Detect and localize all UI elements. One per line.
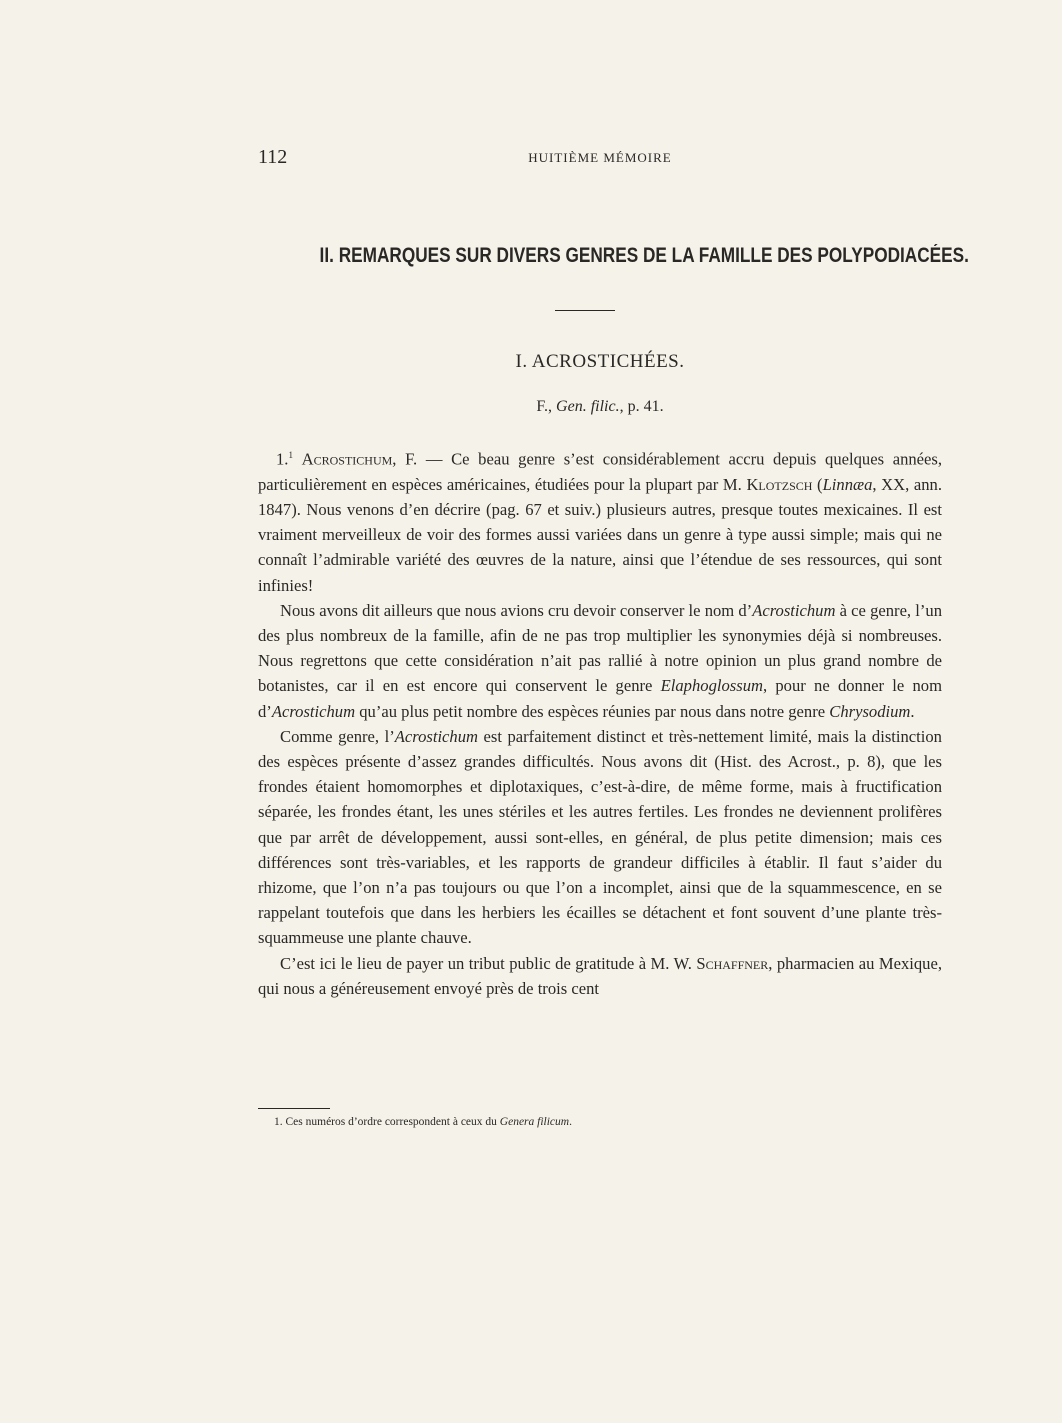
paragraph-2-text-c: , pour ne donner le nom d’	[258, 676, 942, 721]
paragraph-1-text-a: , F. — Ce beau genre s’est considérablement accru depuis quelques années, particulièrement en espèces américaines, étudiées pour la plupart par M.	[258, 449, 942, 494]
paragraph-3-text-b: est parfaitement distinct et très-nettement limité, mais la distinction des espèces présente d’assez grandes difficultés. Nous avons dit (Hist. des Acrost., p. 8), que les frondes étaient homomorphes et diplotaxiques, c’est-à-dire, de même forme, mais à fructification séparée, les frondes étant, les unes stériles et les autres fertiles. Les frondes ne deviennent prolifères que par arrêt de développement, aussi sont-elles, en général, de plus petite dimension; mais ces différences sont très-variables, et les rapports de grandeur difficiles à établir. Il faut s’aider du rhizome, que l’on n’a pas toujours ou que l’on a incomplet, ainsi que de la squammescence, en se rappelant toutefois que dans les herbiers les écailles se détachent et font souvent d’une plante très-squammeuse une plante chauve.	[258, 726, 942, 948]
reference-work: Gen. filic.	[556, 398, 620, 415]
footnote-mark: 1	[288, 450, 293, 460]
paragraph-1-text-c: , XX, ann. 1847). Nous venons d’en décrire (pag. 67 et suiv.) plusieurs autres, presque toutes mexicaines. Il est vraiment merveilleux de voir des formes aussi variées dans un genre à type aussi simple; mais qui ne connaît l’admirable variété des œuvres de la nature, ainsi que l’étendue de ses ressources, qui sont infinies!	[258, 474, 942, 595]
footnote-rule	[258, 1108, 330, 1109]
footnote-work: Genera filicum	[499, 1116, 570, 1128]
journal-name: Linnæa	[822, 474, 873, 494]
paragraph-2-text-a: Nous avons dit ailleurs que nous avions cru devoir conserver le nom d’	[280, 600, 753, 620]
paragraph-2-text-d: qu’au plus petit nombre des espèces réunies par nous dans notre genre	[355, 701, 830, 721]
paragraph-3	[258, 724, 942, 951]
genus-name: Acrostichum	[301, 449, 393, 469]
paragraph-4-text-b: , pharmacien au Mexique, qui nous a généreusement envoyé près de trois cent	[258, 953, 942, 998]
subsection-title: I. ACROSTICHÉES.	[515, 351, 685, 372]
reference-suffix: , p. 41.	[619, 398, 664, 415]
genera-reference	[258, 398, 942, 416]
taxon-name: Chrysodium	[829, 701, 911, 721]
entry-number: 1.	[276, 449, 289, 469]
paragraph-2	[258, 598, 942, 724]
page-number: 112	[258, 146, 288, 168]
taxon-name: Elaphoglossum	[660, 676, 763, 696]
paragraph-4-text-a: C’est ici le lieu de payer un tribut public de gratitude à M. W.	[280, 953, 697, 973]
running-head: HUITIÈME MÉMOIRE	[528, 150, 672, 165]
footnote	[274, 1116, 942, 1128]
taxon-name: Acrostichum	[271, 701, 356, 721]
taxon-name: Acrostichum	[394, 726, 478, 746]
section-title: II. REMARQUES SUR DIVERS GENRES DE LA FAMILLE DES POLYPODIACÉES.	[319, 244, 969, 267]
footnote-end: .	[569, 1116, 572, 1128]
body-text	[258, 443, 942, 1001]
footnote-text: 1. Ces numéros d’ordre correspondent à ceux du	[274, 1116, 500, 1128]
paragraph-4	[258, 951, 942, 1001]
paragraph-3-text-a: Comme genre, l’	[280, 726, 395, 746]
taxon-name: Acrostichum	[752, 600, 836, 620]
person-name: Schaffner	[696, 953, 769, 973]
paragraph-2-text-b: à ce genre, l’un des plus nombreux de la famille, afin de ne pas trop multiplier les synonymies déjà si nombreuses. Nous regrettons que cette considération n’ait pas rallié à notre opinion un plus grand nombre de botanistes, car il en est encore qui conservent le genre	[258, 600, 942, 696]
title-rule	[555, 310, 615, 311]
paragraph-2-text-e: .	[910, 701, 915, 721]
author-name: Klotzsch	[746, 474, 813, 494]
paragraph-1	[258, 443, 942, 598]
paragraph-1-text-b: (	[812, 474, 823, 494]
page-header	[258, 146, 942, 170]
reference-prefix: F.,	[536, 398, 557, 415]
